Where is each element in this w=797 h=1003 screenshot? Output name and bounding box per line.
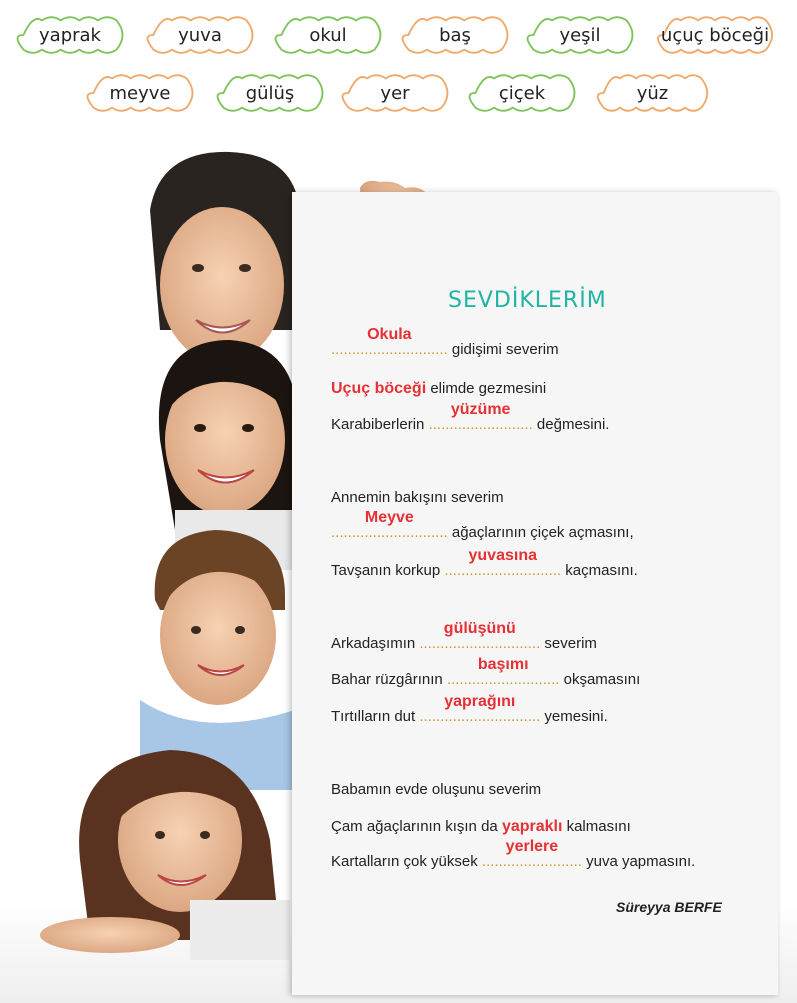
word-cloud: [80, 72, 200, 114]
line-text: kaçmasını.: [565, 562, 638, 579]
line-text: Babamın evde oluşunu severim: [331, 781, 542, 798]
line-text: Annemin bakışını severim: [331, 489, 504, 506]
answer-word: başımı: [477, 656, 529, 673]
word-cloud: [462, 72, 582, 114]
poem-line: [331, 489, 504, 509]
poem-line: [331, 781, 541, 801]
poem-author: Süreyya BERFE: [616, 899, 722, 915]
line-text: Karabiberlerin: [331, 416, 425, 433]
answer-word: yüzüme: [450, 401, 511, 418]
line-text: Kartalların çok yüksek: [331, 853, 478, 870]
answer-blank: ............................ Meyve: [331, 509, 448, 541]
answer-blank: ......................... yüzüme: [428, 401, 533, 433]
line-text: kalmasını: [566, 818, 631, 835]
word-text: yuva: [178, 24, 222, 46]
line-text: Bahar rüzgârının: [331, 671, 443, 688]
poem-line: [331, 693, 608, 728]
answer-blank: ............................. yaprağını: [419, 693, 541, 725]
father: [150, 152, 300, 363]
word-cloud: [210, 72, 330, 114]
answer-word: yerlere: [505, 838, 559, 855]
line-text: Çam ağaçlarının kışın da: [331, 818, 498, 835]
answer-blank: ............................. gülüşünü: [419, 620, 541, 652]
answer-blank: ........................ yerlere: [481, 838, 582, 870]
answer-word: yuvasına: [468, 547, 537, 564]
poem-line: [331, 326, 559, 361]
word-text: yüz: [636, 82, 669, 104]
line-text: ağaçlarının çiçek açmasını,: [451, 524, 634, 541]
word-cloud: [140, 14, 260, 56]
answer-blank: [331, 380, 426, 398]
line-text: elimde gezmesini: [430, 380, 547, 397]
answer-word: Meyve: [364, 509, 414, 526]
word-cloud: [590, 72, 715, 114]
poem-line: [331, 380, 546, 400]
line-text: yemesini.: [544, 708, 608, 725]
word-text: uçuç böceği: [660, 24, 770, 46]
answer-word: Uçuç böceği: [331, 380, 427, 397]
poem-line: [331, 401, 610, 436]
line-text: gidişimi severim: [451, 341, 559, 358]
answer-blank: ............................ Okula: [331, 326, 448, 358]
answer-word: Okula: [367, 326, 412, 343]
word-cloud: [520, 14, 640, 56]
word-text: yaprak: [39, 24, 101, 46]
word-cloud: [10, 14, 130, 56]
word-text: yer: [380, 82, 410, 104]
answer-word: yaprağını: [444, 693, 516, 710]
answer-blank: [502, 818, 562, 836]
answer-blank: ........................... başımı: [446, 656, 560, 688]
poem-line: [331, 818, 631, 838]
line-text: okşamasını: [563, 671, 641, 688]
word-cloud: [268, 14, 388, 56]
line-text: Arkadaşımın: [331, 635, 416, 652]
word-text: çiçek: [498, 82, 546, 104]
line-text: Tavşanın korkup: [331, 562, 441, 579]
word-cloud: [335, 72, 455, 114]
word-text: gülüş: [245, 82, 295, 104]
poem-line: [331, 656, 641, 691]
line-text: yuva yapmasını.: [586, 853, 696, 870]
answer-word: gülüşünü: [443, 620, 516, 637]
word-text: meyve: [109, 82, 171, 104]
line-text: Tırtılların dut: [331, 708, 416, 725]
poem-line: [331, 509, 634, 544]
word-text: yeşil: [559, 24, 601, 46]
word-cloud: [395, 14, 515, 56]
poem-line: [331, 838, 696, 873]
line-text: severim: [544, 635, 597, 652]
word-text: baş: [439, 24, 471, 46]
poem-line: [331, 620, 597, 655]
answer-blank: ............................ yuvasına: [444, 547, 562, 579]
line-text: değmesini.: [536, 416, 610, 433]
word-cloud: [650, 14, 780, 56]
poem-line: [331, 547, 638, 582]
answer-word: yapraklı: [501, 818, 563, 835]
word-text: okul: [309, 24, 347, 46]
word-bank: [0, 0, 797, 130]
poem-title: SEVDİKLERİM: [448, 288, 607, 313]
